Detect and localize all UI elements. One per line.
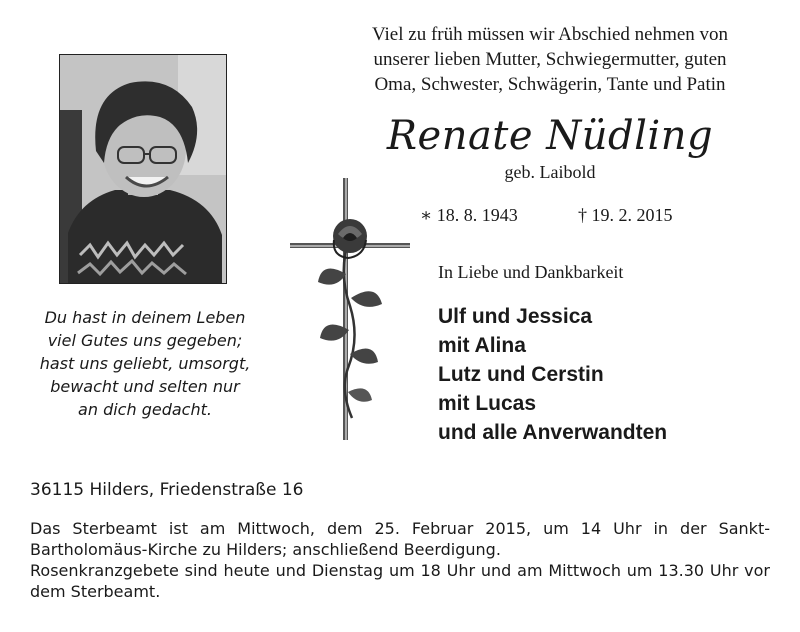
verse-line: bewacht und selten nur xyxy=(50,377,240,396)
mourner-line: und alle Anverwandten xyxy=(438,421,668,444)
intro-text xyxy=(320,22,780,97)
mourner-line: Lutz und Cerstin xyxy=(438,363,604,386)
verse-line: an dich gedacht. xyxy=(78,400,212,419)
portrait-illustration xyxy=(60,55,226,283)
verse-line: Du hast in deinem Leben xyxy=(44,308,246,327)
intro-line: Oma, Schwester, Schwägerin, Tante und Patin xyxy=(374,74,726,95)
dedication-line: In Liebe und Dankbarkeit xyxy=(438,262,624,282)
family-address: 36115 Hilders, Friedenstraße 16 xyxy=(30,480,304,500)
deceased-name: Renate Nüdling xyxy=(386,113,714,159)
birth-date: ∗ 18. 8. 1943 xyxy=(420,205,518,225)
rosary-info: Rosenkranzgebete sind heute und Dienstag um 18 Uhr und am Mittwoch um 13.30 Uhr vor dem Sterbeamt. xyxy=(30,561,770,601)
verse-line: viel Gutes uns gegeben; xyxy=(47,331,243,350)
memorial-verse xyxy=(20,306,270,421)
maiden-name: geb. Laibold xyxy=(504,162,596,182)
cross-with-rose-icon xyxy=(288,178,412,440)
intro-line: unserer lieben Mutter, Schwiegermutter, guten xyxy=(373,49,727,70)
mourner-line: mit Lucas xyxy=(438,392,537,415)
verse-line: hast uns geliebt, umsorgt, xyxy=(39,354,251,373)
requiem-info: Das Sterbeamt ist am Mittwoch, dem 25. Februar 2015, um 14 Uhr in der Sankt-Bartholomäus-Kirche zu Hilders; anschließend Beerdigung. xyxy=(30,519,770,559)
mourners-list xyxy=(438,302,667,447)
death-date: † 19. 2. 2015 xyxy=(578,205,673,225)
mourner-line: Ulf und Jessica xyxy=(438,305,593,328)
portrait-photo xyxy=(59,54,227,284)
intro-line: Viel zu früh müssen wir Abschied nehmen von xyxy=(371,24,729,45)
funeral-notice xyxy=(30,518,770,602)
mourner-line: mit Alina xyxy=(438,334,526,357)
